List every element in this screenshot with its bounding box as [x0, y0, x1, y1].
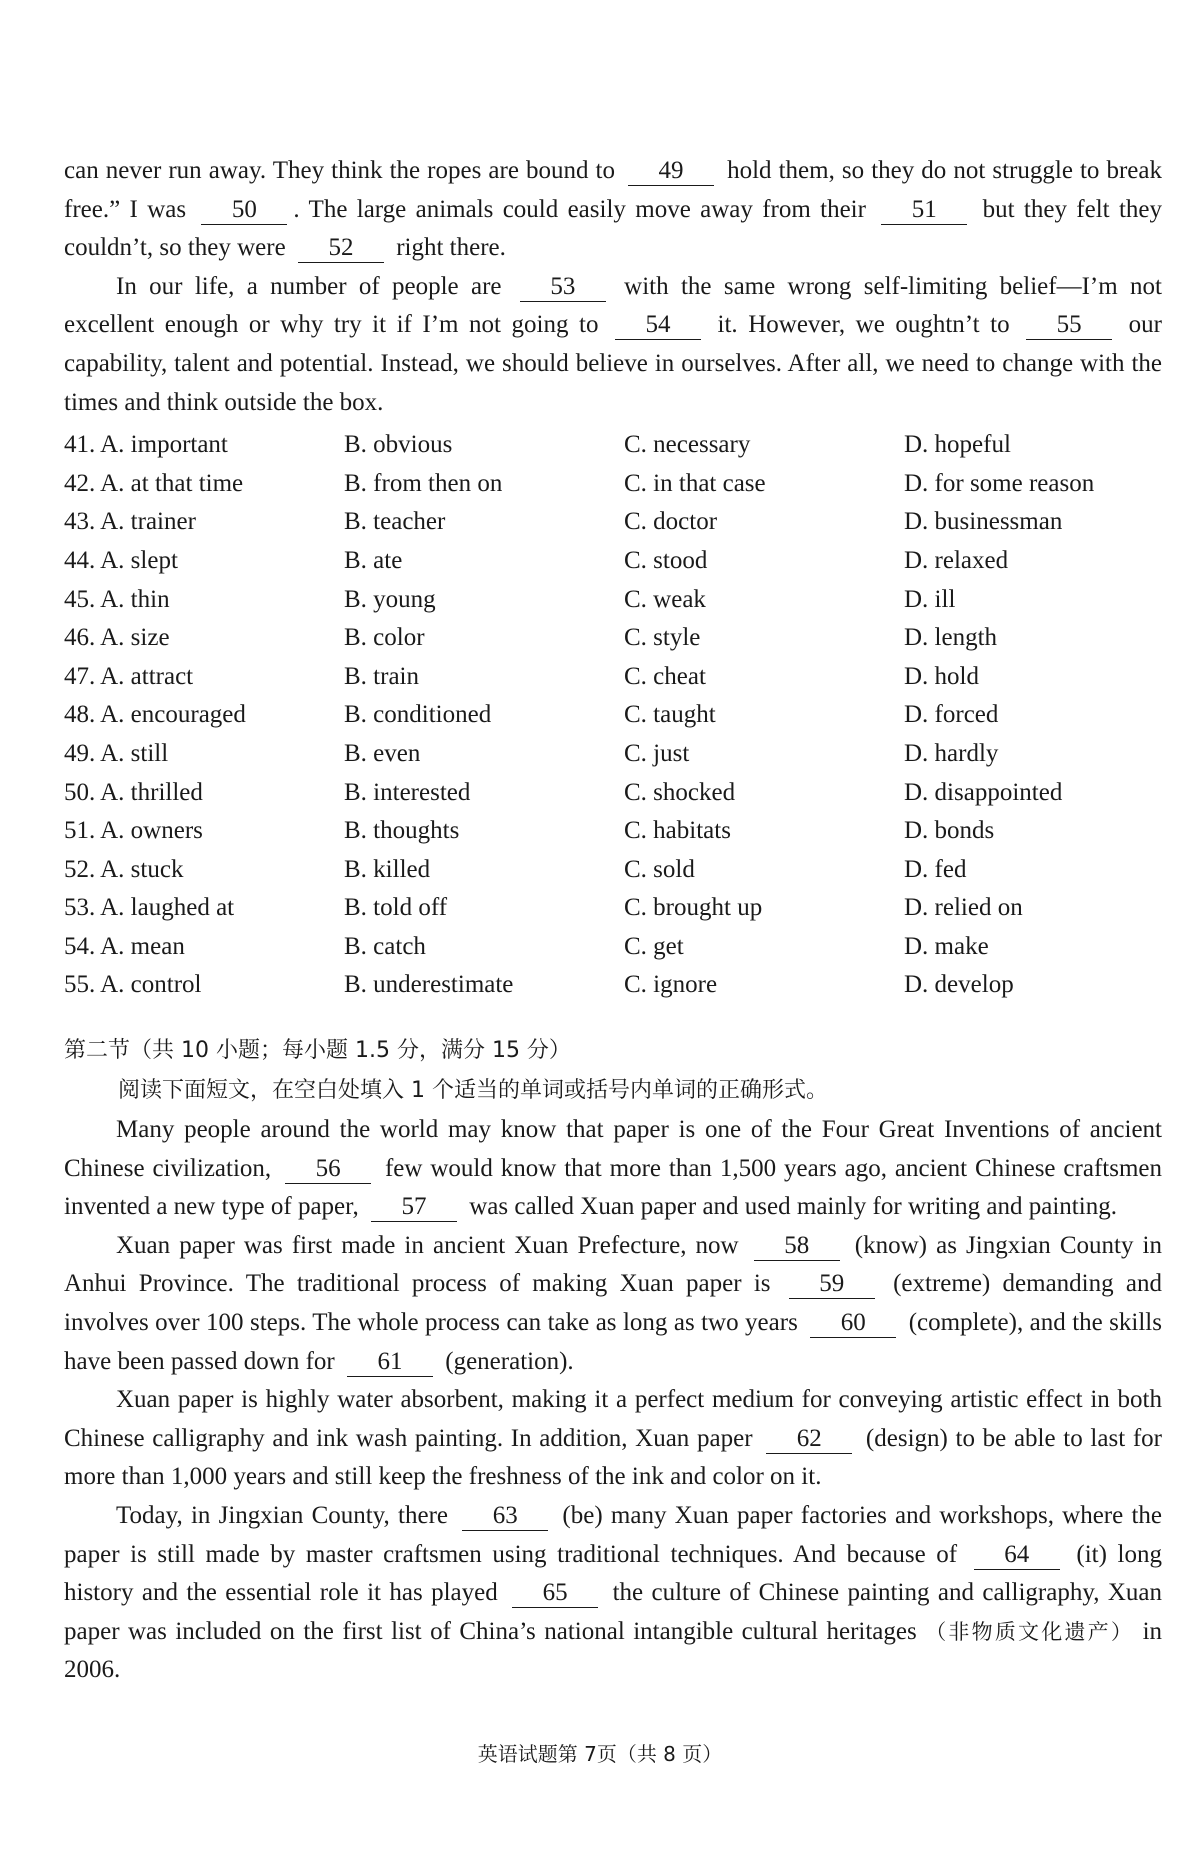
text-run: In our life, a number of people are	[116, 272, 514, 300]
option-row	[64, 581, 1162, 620]
blank-65: 65	[512, 1579, 598, 1608]
option-d: D. fed	[904, 855, 967, 883]
option-b: B. obvious	[344, 431, 453, 459]
option-a: 53. A. laughed at	[64, 894, 235, 922]
option-c: C. necessary	[624, 431, 751, 459]
text-run: Xuan paper is highly water absorbent, making it a perfect medium for conveying artistic effect in both Chinese calligraphy and ink wash painting. In addition, Xuan paper	[64, 1386, 1162, 1452]
option-c: C. ignore	[624, 971, 718, 999]
option-row	[64, 696, 1162, 735]
option-c: C. weak	[624, 585, 706, 613]
text-run: our capability, talent and potential. Instead, we should believe in ourselves. After all, we need to change with the times and think outside the box.	[64, 311, 1162, 416]
option-d: D. develop	[904, 971, 1014, 999]
option-row	[64, 542, 1162, 581]
passage2-paragraph-3	[64, 1381, 1162, 1497]
option-c: C. taught	[624, 701, 716, 729]
text-run: Xuan paper was first made in ancient Xuan Prefecture, now	[116, 1231, 748, 1259]
blank-59: 59	[789, 1270, 875, 1299]
blank-58: 58	[754, 1232, 840, 1261]
text-run: (be) many Xuan paper factories and workshops, where the paper is still made by master craftsmen using traditional techniques. And because of	[64, 1502, 1162, 1568]
option-row	[64, 928, 1162, 967]
passage1-paragraph-2	[64, 268, 1162, 422]
option-c: C. get	[624, 932, 684, 960]
text-run: (know) as Jingxian County in Anhui Province. The traditional process of making Xuan paper is	[64, 1231, 1162, 1298]
text-run: with the same wrong self-limiting belief—I’m not excellent enough or why try it if I’m not going to	[64, 272, 1162, 339]
text-run: hold them, so they do not struggle to break free.” I was	[64, 157, 1163, 223]
section-instruction: 阅读下面短文，在空白处填入 1 个适当的单词或括号内单词的正确形式。	[118, 1078, 828, 1104]
section-title: 第二节（共 10 小题；每小题 1.5 分，满分 15 分）	[64, 1038, 571, 1064]
option-c: C. stood	[624, 546, 708, 574]
passage1-paragraph-1	[64, 152, 1162, 268]
option-row	[64, 619, 1162, 658]
option-a: 48. A. encouraged	[64, 701, 246, 729]
option-d: D. hold	[904, 662, 979, 690]
blank-57: 57	[371, 1193, 457, 1222]
option-a: 42. A. at that time	[64, 469, 244, 497]
option-a: 44. A. slept	[64, 546, 178, 574]
option-c: C. doctor	[624, 508, 718, 536]
option-d: D. for some reason	[904, 469, 1095, 497]
option-a: 46. A. size	[64, 624, 170, 652]
blank-60: 60	[810, 1309, 896, 1338]
chinese-note: （非物质文化遗产）	[925, 1619, 1135, 1644]
option-row	[64, 465, 1162, 504]
text-run: (complete), and the skills have been passed down for	[64, 1309, 1162, 1375]
option-a: 45. A. thin	[64, 585, 170, 613]
option-b: B. underestimate	[344, 971, 514, 999]
option-row	[64, 658, 1162, 697]
option-d: D. disappointed	[904, 778, 1063, 806]
option-d: D. forced	[904, 701, 999, 729]
option-d: D. hardly	[904, 739, 999, 767]
text-run: (extreme) demanding and involves over 100 steps. The whole process can take as long as two years	[64, 1270, 1162, 1337]
option-a: 52. A. stuck	[64, 855, 184, 883]
option-row	[64, 966, 1162, 1005]
option-b: B. from then on	[344, 469, 503, 497]
option-b: B. conditioned	[344, 701, 492, 729]
option-d: D. businessman	[904, 508, 1063, 536]
option-b: B. color	[344, 624, 425, 652]
option-d: D. bonds	[904, 817, 995, 845]
passage2-paragraph-4	[64, 1497, 1162, 1690]
option-a: 41. A. important	[64, 431, 228, 459]
text-run: (it) long history and the essential role it has played	[64, 1540, 1162, 1607]
text-run: few would know that more than 1,500 years ago, ancient Chinese craftsmen invented a new type of paper,	[64, 1154, 1162, 1221]
blank-61: 61	[347, 1348, 433, 1377]
text-run: in 2006.	[64, 1617, 1163, 1684]
blank-50: 50	[201, 196, 287, 225]
option-a: 49. A. still	[64, 739, 169, 767]
option-d: D. make	[904, 932, 989, 960]
option-row	[64, 426, 1162, 465]
blank-56: 56	[285, 1155, 371, 1184]
option-row	[64, 812, 1162, 851]
option-a: 47. A. attract	[64, 662, 194, 690]
option-b: B. train	[344, 662, 419, 690]
option-d: D. relaxed	[904, 546, 1009, 574]
blank-63: 63	[462, 1502, 548, 1531]
option-d: D. length	[904, 624, 998, 652]
blank-64: 64	[974, 1541, 1060, 1570]
option-d: D. hopeful	[904, 431, 1011, 459]
option-c: C. sold	[624, 855, 695, 883]
option-row	[64, 774, 1162, 813]
option-a: 54. A. mean	[64, 932, 185, 960]
option-b: B. told off	[344, 894, 448, 922]
option-a: 55. A. control	[64, 971, 202, 999]
option-b: B. even	[344, 739, 421, 767]
option-d: D. ill	[904, 585, 956, 613]
passage2-paragraph-2	[64, 1227, 1162, 1381]
option-b: B. killed	[344, 855, 431, 883]
text-run: (generation).	[439, 1347, 574, 1375]
option-d: D. relied on	[904, 894, 1023, 922]
option-c: C. style	[624, 624, 701, 652]
blank-49: 49	[628, 157, 714, 186]
option-row	[64, 851, 1162, 890]
option-row	[64, 889, 1162, 928]
option-c: C. habitats	[624, 817, 731, 845]
option-row	[64, 735, 1162, 774]
option-b: B. catch	[344, 932, 426, 960]
text-run: but they felt they couldn’t, so they were	[64, 195, 1162, 262]
text-run: . The large animals could easily move away from their	[293, 195, 876, 223]
passage2-paragraph-1	[64, 1111, 1162, 1227]
text-run: can never run away. They think the ropes are bound to	[64, 157, 623, 184]
option-a: 51. A. owners	[64, 817, 203, 845]
page-footer: 英语试题第 7页（共 8 页）	[477, 1742, 723, 1766]
text-run: Many people around the world may know that paper is one of the Four Great Inventions of ancient Chinese civilization,	[64, 1116, 1162, 1182]
option-b: B. ate	[344, 546, 403, 574]
option-b: B. interested	[344, 778, 471, 806]
text-run: Today, in Jingxian County, there	[116, 1502, 457, 1529]
option-c: C. in that case	[624, 469, 766, 497]
option-c: C. cheat	[624, 662, 706, 690]
blank-53: 53	[520, 273, 606, 302]
text-run: it. However, we oughtn’t to	[707, 311, 1021, 339]
option-b: B. teacher	[344, 508, 446, 536]
option-b: B. thoughts	[344, 817, 460, 845]
option-c: C. shocked	[624, 778, 736, 806]
option-b: B. young	[344, 585, 436, 613]
blank-52: 52	[298, 234, 384, 263]
answer-options	[64, 426, 1162, 1005]
text-run: the culture of Chinese painting and calligraphy, Xuan paper was included on the first list of China’s national intangible cultural heritages	[64, 1579, 1162, 1645]
option-row	[64, 503, 1162, 542]
text-run: right there.	[389, 234, 506, 262]
option-c: C. brought up	[624, 894, 763, 922]
option-c: C. just	[624, 739, 690, 767]
option-a: 50. A. thrilled	[64, 778, 203, 806]
text-run: (design) to be able to last for more than 1,000 years and still keep the freshness of the ink and color on it.	[64, 1424, 1162, 1491]
blank-51: 51	[881, 196, 967, 225]
blank-62: 62	[766, 1425, 852, 1454]
blank-55: 55	[1026, 311, 1112, 340]
option-a: 43. A. trainer	[64, 508, 196, 536]
blank-54: 54	[615, 311, 701, 340]
text-run: was called Xuan paper and used mainly for writing and painting.	[462, 1193, 1117, 1221]
